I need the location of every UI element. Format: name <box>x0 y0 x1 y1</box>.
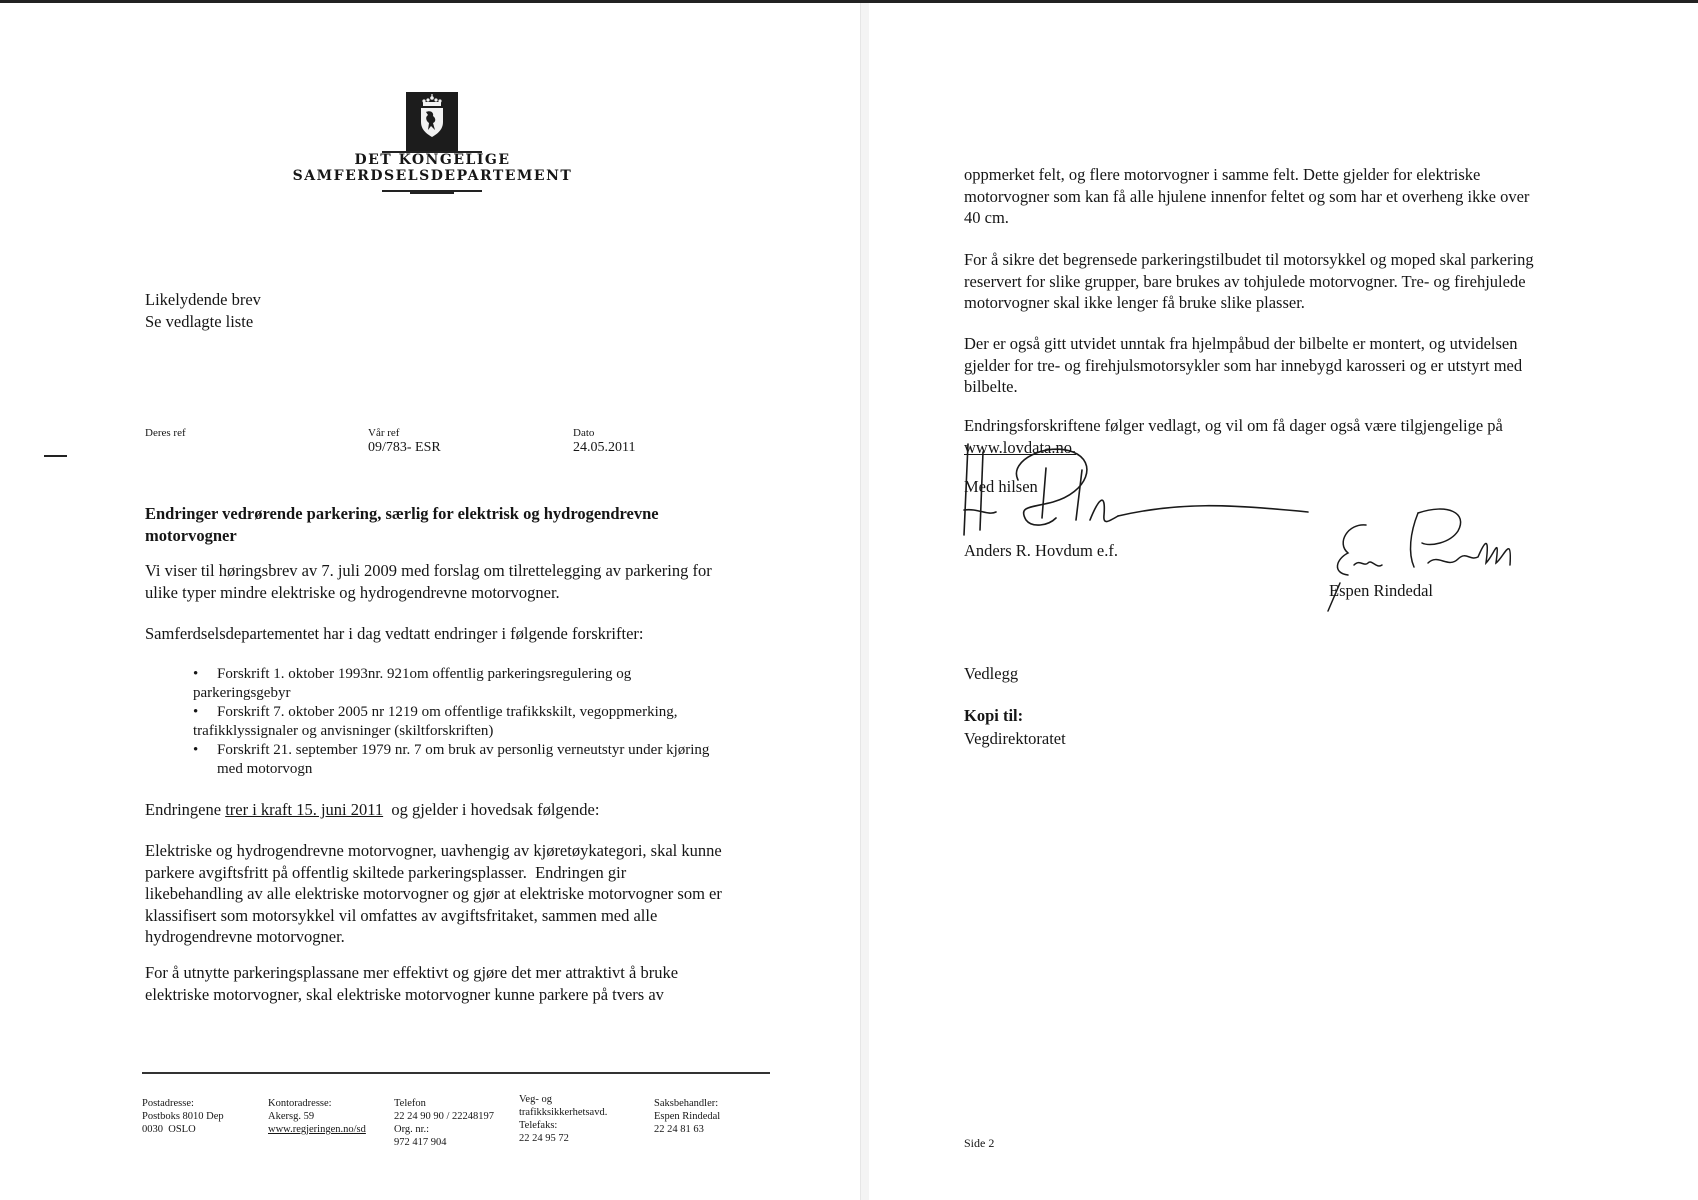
text-line: reservert for slike grupper, bare brukes av tohjulede motorvogner. Tre- og firehjulede <box>964 271 1526 291</box>
text-line: For å sikre det begrensede parkeringstilbudet til motorsykkel og moped skal parkering <box>964 250 1534 269</box>
footer-case-handler <box>654 1097 720 1136</box>
text-line: Forskrift 21. september 1979 nr. 7 om bruk av personlig verneutstyr under kjøring <box>217 742 710 758</box>
footer-postal-address <box>142 1097 224 1136</box>
text-line: gjelder for tre- og firehjulsmotorsykler som har innebygd karosseri og er utstyrt med <box>964 355 1523 375</box>
date-label: Dato <box>573 427 595 439</box>
text-line: likebehandling av alle elektriske motorvogner og gjør at elektriske motorvogner som er <box>145 884 722 903</box>
lion-emblem-icon <box>406 92 458 153</box>
handwritten-signature-icon <box>958 440 1328 550</box>
effective-date-highlight: trer i kraft 15. juni 2011 <box>225 800 384 819</box>
footer-office-address <box>268 1097 366 1136</box>
website-link[interactable]: www.regjeringen.no/sd <box>268 1124 366 1135</box>
text-line: med motorvogn <box>217 761 313 777</box>
signature-hovdum <box>958 440 1328 555</box>
text-line: Forskrift 1. oktober 1993nr. 921om offentlig parkeringsregulering og <box>217 666 632 682</box>
text-line: Endringsforskriftene følger vedlagt, og vil om få dager også være tilgjengelige på <box>964 416 1503 435</box>
paragraph-intro <box>145 560 712 603</box>
text-line: Postadresse: <box>142 1098 194 1109</box>
text-line: parkere avgiftsfritt på offentlig skiltede parkeringsplasser. Endringen gir <box>145 862 627 882</box>
footer-department <box>519 1093 607 1145</box>
regulation-item <box>193 665 709 703</box>
text-line: Kontoradresse: <box>268 1098 332 1109</box>
paragraph-parking-efficiency <box>145 962 678 1005</box>
text-line: motorvogner som kan få alle hjulene innenfor feltet og som har et overheng ikke over <box>964 186 1530 206</box>
text-line: 22 24 90 90 / 22248197 <box>394 1111 495 1122</box>
text-line: Elektriske og hydrogendrevne motorvogner, uavhengig av kjøretøykategori, skal kunne <box>145 841 722 860</box>
var-ref-label: Vår ref <box>368 427 400 439</box>
paragraph-effective-date <box>145 799 599 821</box>
fold-mark <box>44 455 67 457</box>
regulation-item <box>193 703 709 741</box>
attachment-label: Vedlegg <box>964 664 1019 683</box>
signatory-1-name: Anders R. Hovdum e.f. <box>964 541 1118 560</box>
deres-ref-label: Deres ref <box>145 427 186 439</box>
date-value: 24.05.2011 <box>573 440 636 455</box>
text-line: bilbelte. <box>964 377 1018 396</box>
regulation-list <box>193 665 709 779</box>
logo-rule-bottom <box>382 190 482 192</box>
paragraph-helmet-exemption <box>964 333 1522 398</box>
text-line: 22 24 81 63 <box>654 1124 704 1135</box>
text-line: trafikklyssignaler og anvisninger (skiltforskriften) <box>193 723 494 739</box>
text-line: oppmerket felt, og flere motorvogner i samme felt. Dette gjelder for elektriske <box>964 165 1481 184</box>
text-line: Saksbehandler: <box>654 1098 719 1109</box>
footer-divider <box>142 1072 770 1074</box>
text-line: Postboks 8010 Dep <box>142 1111 224 1122</box>
text-line: 972 417 904 <box>394 1137 447 1148</box>
text-line: 22 24 95 72 <box>519 1133 569 1144</box>
ministry-name-line1: DET KONGELIGE <box>354 152 511 168</box>
footer-phone <box>394 1097 494 1149</box>
subject-heading <box>145 503 659 546</box>
closing-greeting: Med hilsen <box>964 477 1038 496</box>
text-line: 40 cm. <box>964 208 1009 227</box>
ministry-name <box>280 152 585 184</box>
coat-of-arms-logo <box>406 92 458 153</box>
text-line: parkeringsgebyr <box>193 685 291 701</box>
text-line: Vi viser til høringsbrev av 7. juli 2009 med forslag om tilrettelegging av parkering for <box>145 561 712 580</box>
regulation-item <box>193 741 709 779</box>
text-line: motorvogner skal ikke lenger få bruke slike plasser. <box>964 293 1305 312</box>
subject-line2: motorvogner <box>145 525 237 545</box>
text-line: trafikksikkerhetsavd. <box>519 1107 608 1118</box>
signatory-2-name: Espen Rindedal <box>1329 581 1434 600</box>
page-number: Side 2 <box>964 1136 995 1150</box>
page-1 <box>0 3 860 1200</box>
text-line: 0030 OSLO <box>142 1124 196 1135</box>
paragraph-regulations-intro: Samferdselsdepartementet har i dag vedtatt endringer i følgende forskrifter: <box>145 624 644 643</box>
paragraph-fee-exemption <box>145 840 722 948</box>
recipient-block <box>145 289 261 332</box>
subject-line1: Endringer vedrørende parkering, særlig for elektrisk og hydrogendrevne <box>145 504 659 523</box>
text-line: Der er også gitt utvidet unntak fra hjelmpåbud der bilbelte er montert, og utvidelsen <box>964 334 1518 353</box>
text-line: ulike typer mindre elektriske og hydrogendrevne motorvogner. <box>145 582 560 602</box>
text-line: klassifisert som motorsykkel vil omfattes av avgiftsfritaket, sammen med alle <box>145 905 658 925</box>
paragraph-motorcycle-parking <box>964 249 1534 314</box>
lovdata-link[interactable]: www.lovdata.no. <box>964 437 1077 457</box>
text-line: Akersg. 59 <box>268 1111 315 1122</box>
text-line: Veg- og <box>519 1094 552 1105</box>
text-line: Org. nr.: <box>394 1124 430 1135</box>
text-line: For å utnytte parkeringsplassane mer effektivt og gjøre det mer attraktivt å bruke <box>145 963 679 982</box>
text-fragment: Endringene <box>145 800 226 819</box>
text-line: Telefaks: <box>519 1120 558 1131</box>
copy-to-label: Kopi til: <box>964 706 1024 725</box>
text-line: Telefon <box>394 1098 426 1109</box>
text-line: elektriske motorvogner, skal elektriske motorvogner kunne parkere på tvers av <box>145 984 664 1004</box>
text-line: Forskrift 7. oktober 2005 nr 1219 om offentlige trafikkskilt, vegoppmerking, <box>217 704 678 720</box>
paragraph-transverse-parking <box>964 164 1529 229</box>
recipient-line2: Se vedlagte liste <box>145 311 254 331</box>
text-line: Espen Rindedal <box>654 1111 721 1122</box>
text-fragment: og gjelder i hovedsak følgende: <box>383 800 600 819</box>
recipient-line1: Likelydende brev <box>145 290 261 309</box>
text-line: hydrogendrevne motorvogner. <box>145 927 345 946</box>
var-ref-value: 09/783- ESR <box>368 440 441 455</box>
copy-to-recipient: Vegdirektoratet <box>964 729 1066 748</box>
ministry-name-line2: SAMFERDSELSDEPARTEMENT <box>292 168 573 184</box>
